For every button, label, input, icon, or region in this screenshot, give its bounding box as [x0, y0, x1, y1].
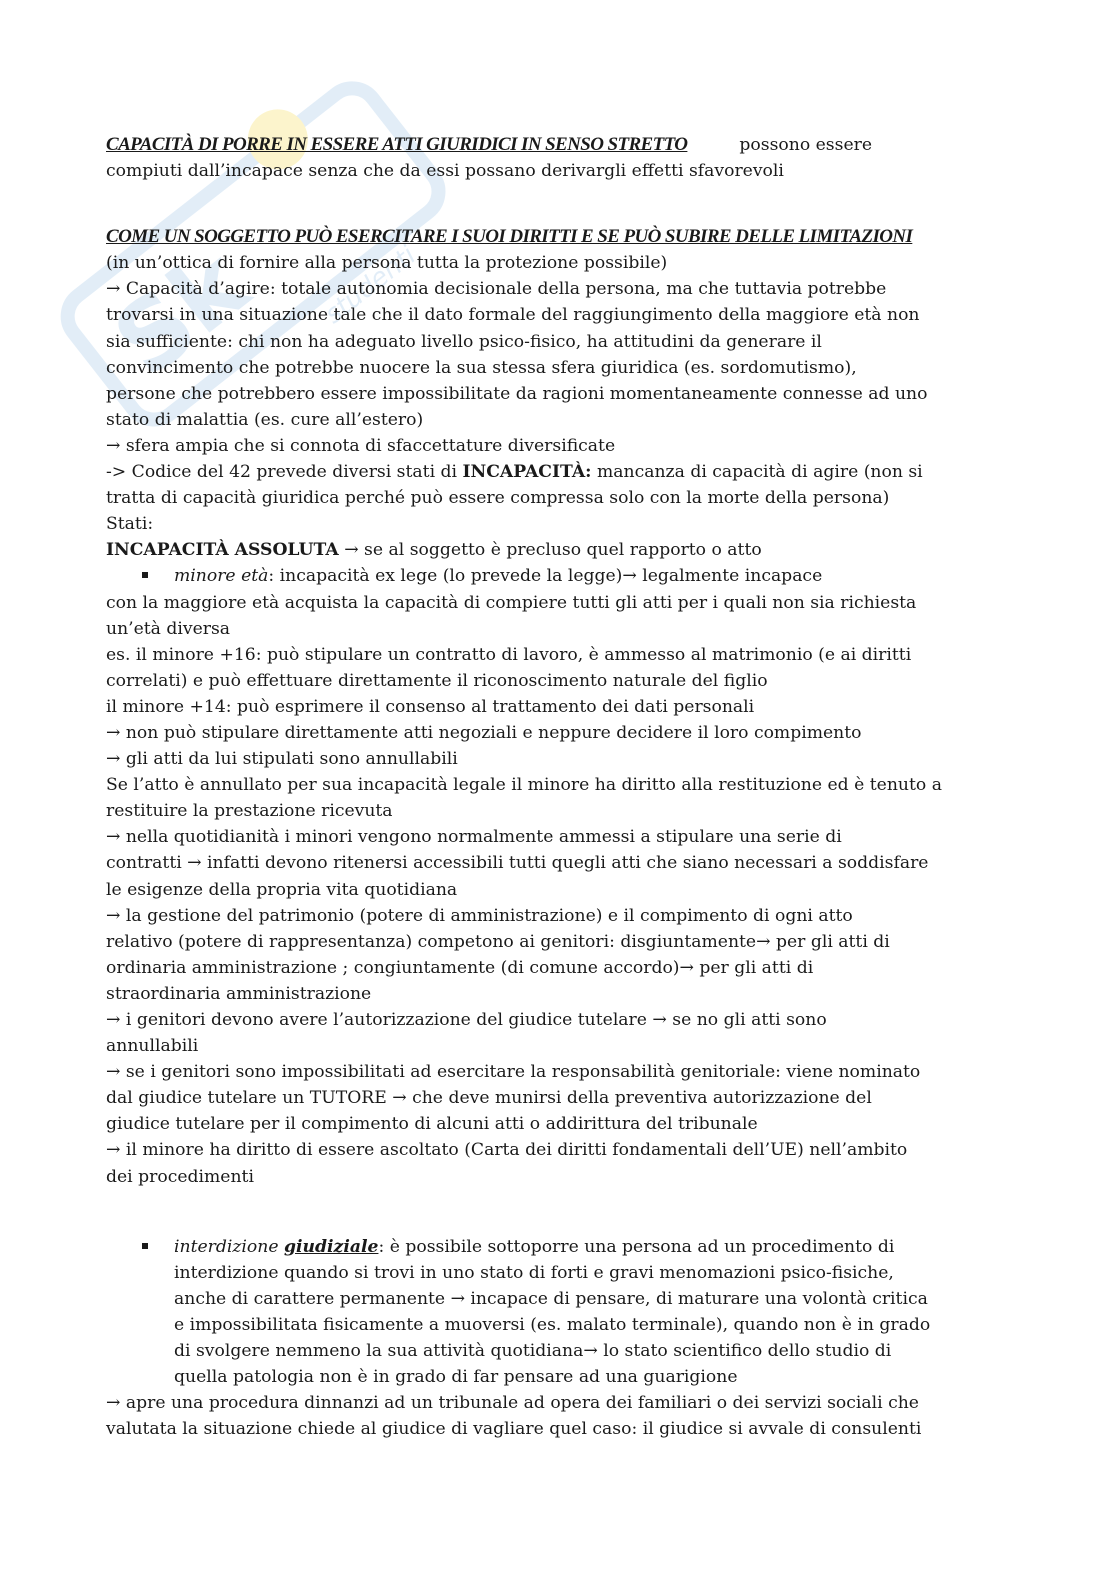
paragraph-line: restituire la prestazione ricevuta	[106, 801, 393, 822]
paragraph-line: CAPACITÀ DI PORRE IN ESSERE ATTI GIURIDICI IN SENSO STRETTO possono essere	[106, 134, 872, 155]
paragraph-line: -> Codice del 42 prevede diversi stati di INCAPACITÀ: mancanza di capacità di agire (non si	[106, 462, 923, 483]
paragraph-line: trovarsi in una situazione tale che il dato formale del raggiungimento della maggiore età non	[106, 305, 920, 326]
paragraph-line: quella patologia non è in grado di far pensare ad una guarigione	[174, 1367, 738, 1388]
paragraph-line: di svolgere nemmeno la sua attività quotidiana→ lo stato scientifico dello studio di	[174, 1341, 892, 1362]
paragraph-line: dal giudice tutelare un TUTORE → che deve munirsi della preventiva autorizzazione del	[106, 1088, 872, 1109]
paragraph-line: il minore +14: può esprimere il consenso al trattamento dei dati personali	[106, 696, 755, 717]
paragraph-line: → Capacità d’agire: totale autonomia decisionale della persona, ma che tuttavia potrebbe	[106, 279, 887, 300]
paragraph-line: tratta di capacità giuridica perché può essere compressa solo con la morte della persona)	[106, 488, 890, 509]
paragraph-line: → la gestione del patrimonio (potere di amministrazione) e il compimento di ogni atto	[106, 905, 853, 926]
section-heading: COME UN SOGGETTO PUÒ ESERCITARE I SUOI DIRITTI E SE PUÒ SUBIRE DELLE LIMITAZIONI	[106, 226, 913, 248]
list-item: minore età: incapacità ex lege (lo prevede la legge)→ legalmente incapace	[106, 563, 1016, 589]
paragraph-line: annullabili	[106, 1036, 199, 1057]
paragraph-line: → gli atti da lui stipulati sono annullabili	[106, 749, 458, 770]
paragraph-line: persone che potrebbero essere impossibilitate da ragioni momentaneamente connesse ad uno	[106, 383, 928, 404]
section-heading: CAPACITÀ DI PORRE IN ESSERE ATTI GIURIDICI IN SENSO STRETTO	[106, 134, 688, 155]
paragraph-line: sia sufficiente: chi non ha adeguato livello psico-fisico, ha attitudini da generare il	[106, 331, 822, 352]
paragraph-line: Se l’atto è annullato per sua incapacità legale il minore ha diritto alla restituzione ed è tenuto a	[106, 775, 942, 796]
bold-term: INCAPACITÀ:	[462, 462, 592, 483]
paragraph-line: valutata la situazione chiede al giudice di vagliare quel caso: il giudice si avvale di consulenti	[106, 1419, 922, 1440]
paragraph-line: compiuti dall’incapace senza che da essi possano derivargli effetti sfavorevoli	[106, 161, 784, 182]
paragraph-line: straordinaria amministrazione	[106, 983, 372, 1004]
paragraph-line: → non può stipulare direttamente atti negoziali e neppure decidere il loro compimento	[106, 722, 862, 743]
list-item: interdizione giudiziale: è possibile sottoporre una persona ad un procedimento di	[106, 1234, 1016, 1260]
paragraph-line: e impossibilitata fisicamente a muoversi (es. malato terminale), quando non è in grado	[174, 1314, 931, 1335]
paragraph-line: convincimento che potrebbe nuocere la sua stessa sfera giuridica (es. sordomutismo),	[106, 357, 857, 378]
bold-term: giudiziale	[283, 1236, 379, 1257]
paragraph-line: Stati:	[106, 514, 154, 535]
paragraph-line: ordinaria amministrazione ; congiuntamente (di comune accordo)→ per gli atti di	[106, 957, 814, 978]
paragraph-line: → se i genitori sono impossibilitati ad esercitare la responsabilità genitoriale: viene nominato	[106, 1062, 921, 1083]
paragraph-line: relativo (potere di rappresentanza) competono ai genitori: disgiuntamente→ per gli atti di	[106, 931, 890, 952]
bold-term: INCAPACITÀ ASSOLUTA	[106, 540, 339, 561]
paragraph-line: → nella quotidianità i minori vengono normalmente ammessi a stipulare una serie di	[106, 827, 842, 848]
paragraph-line: → i genitori devono avere l’autorizzazione del giudice tutelare → se no gli atti sono	[106, 1010, 827, 1030]
paragraph-line: con la maggiore età acquista la capacità di compiere tutti gli atti per i quali non sia richiesta	[106, 592, 917, 613]
paragraph-line: giudice tutelare per il compimento di alcuni atti o addirittura del tribunale	[106, 1114, 758, 1135]
svg-text:studenti: studenti	[319, 240, 422, 330]
paragraph-line: contratti → infatti devono ritenersi accessibili tutti quegli atti che siano necessari a soddisfare	[106, 853, 929, 874]
svg-text:Sk: Sk	[93, 228, 268, 399]
paragraph-line: stato di malattia (es. cure all’estero)	[106, 409, 424, 430]
paragraph-line: → apre una procedura dinnanzi ad un tribunale ad opera dei familiari o dei servizi sociali che	[106, 1393, 919, 1414]
document-page	[106, 132, 1016, 1442]
paragraph-line: INCAPACITÀ ASSOLUTA → se al soggetto è precluso quel rapporto o atto	[106, 540, 762, 561]
paragraph-line: (in un’ottica di fornire alla persona tutta la protezione possibile)	[106, 253, 668, 274]
paragraph-line: dei procedimenti	[106, 1166, 254, 1187]
bullet-square-icon	[142, 1243, 148, 1249]
paragraph-line: interdizione quando si trovi in uno stato di forti e gravi menomazioni psico-fisiche,	[174, 1262, 894, 1283]
paragraph-line: un’età diversa	[106, 618, 231, 639]
paragraph-line: le esigenze della propria vita quotidiana	[106, 879, 458, 900]
paragraph-line: correlati) e può effettuare direttamente il riconoscimento naturale del figlio	[106, 670, 768, 691]
bullet-square-icon	[142, 572, 148, 578]
paragraph-line: → sfera ampia che si connota di sfaccettature diversificate	[106, 435, 616, 456]
paragraph-line: anche di carattere permanente → incapace di pensare, di maturare una volontà critica	[174, 1288, 928, 1309]
paragraph-line: → il minore ha diritto di essere ascoltato (Carta dei diritti fondamentali dell’UE) nell’ambito	[106, 1140, 908, 1161]
paragraph-line: es. il minore +16: può stipulare un contratto di lavoro, è ammesso al matrimonio (e ai diritti	[106, 644, 912, 665]
